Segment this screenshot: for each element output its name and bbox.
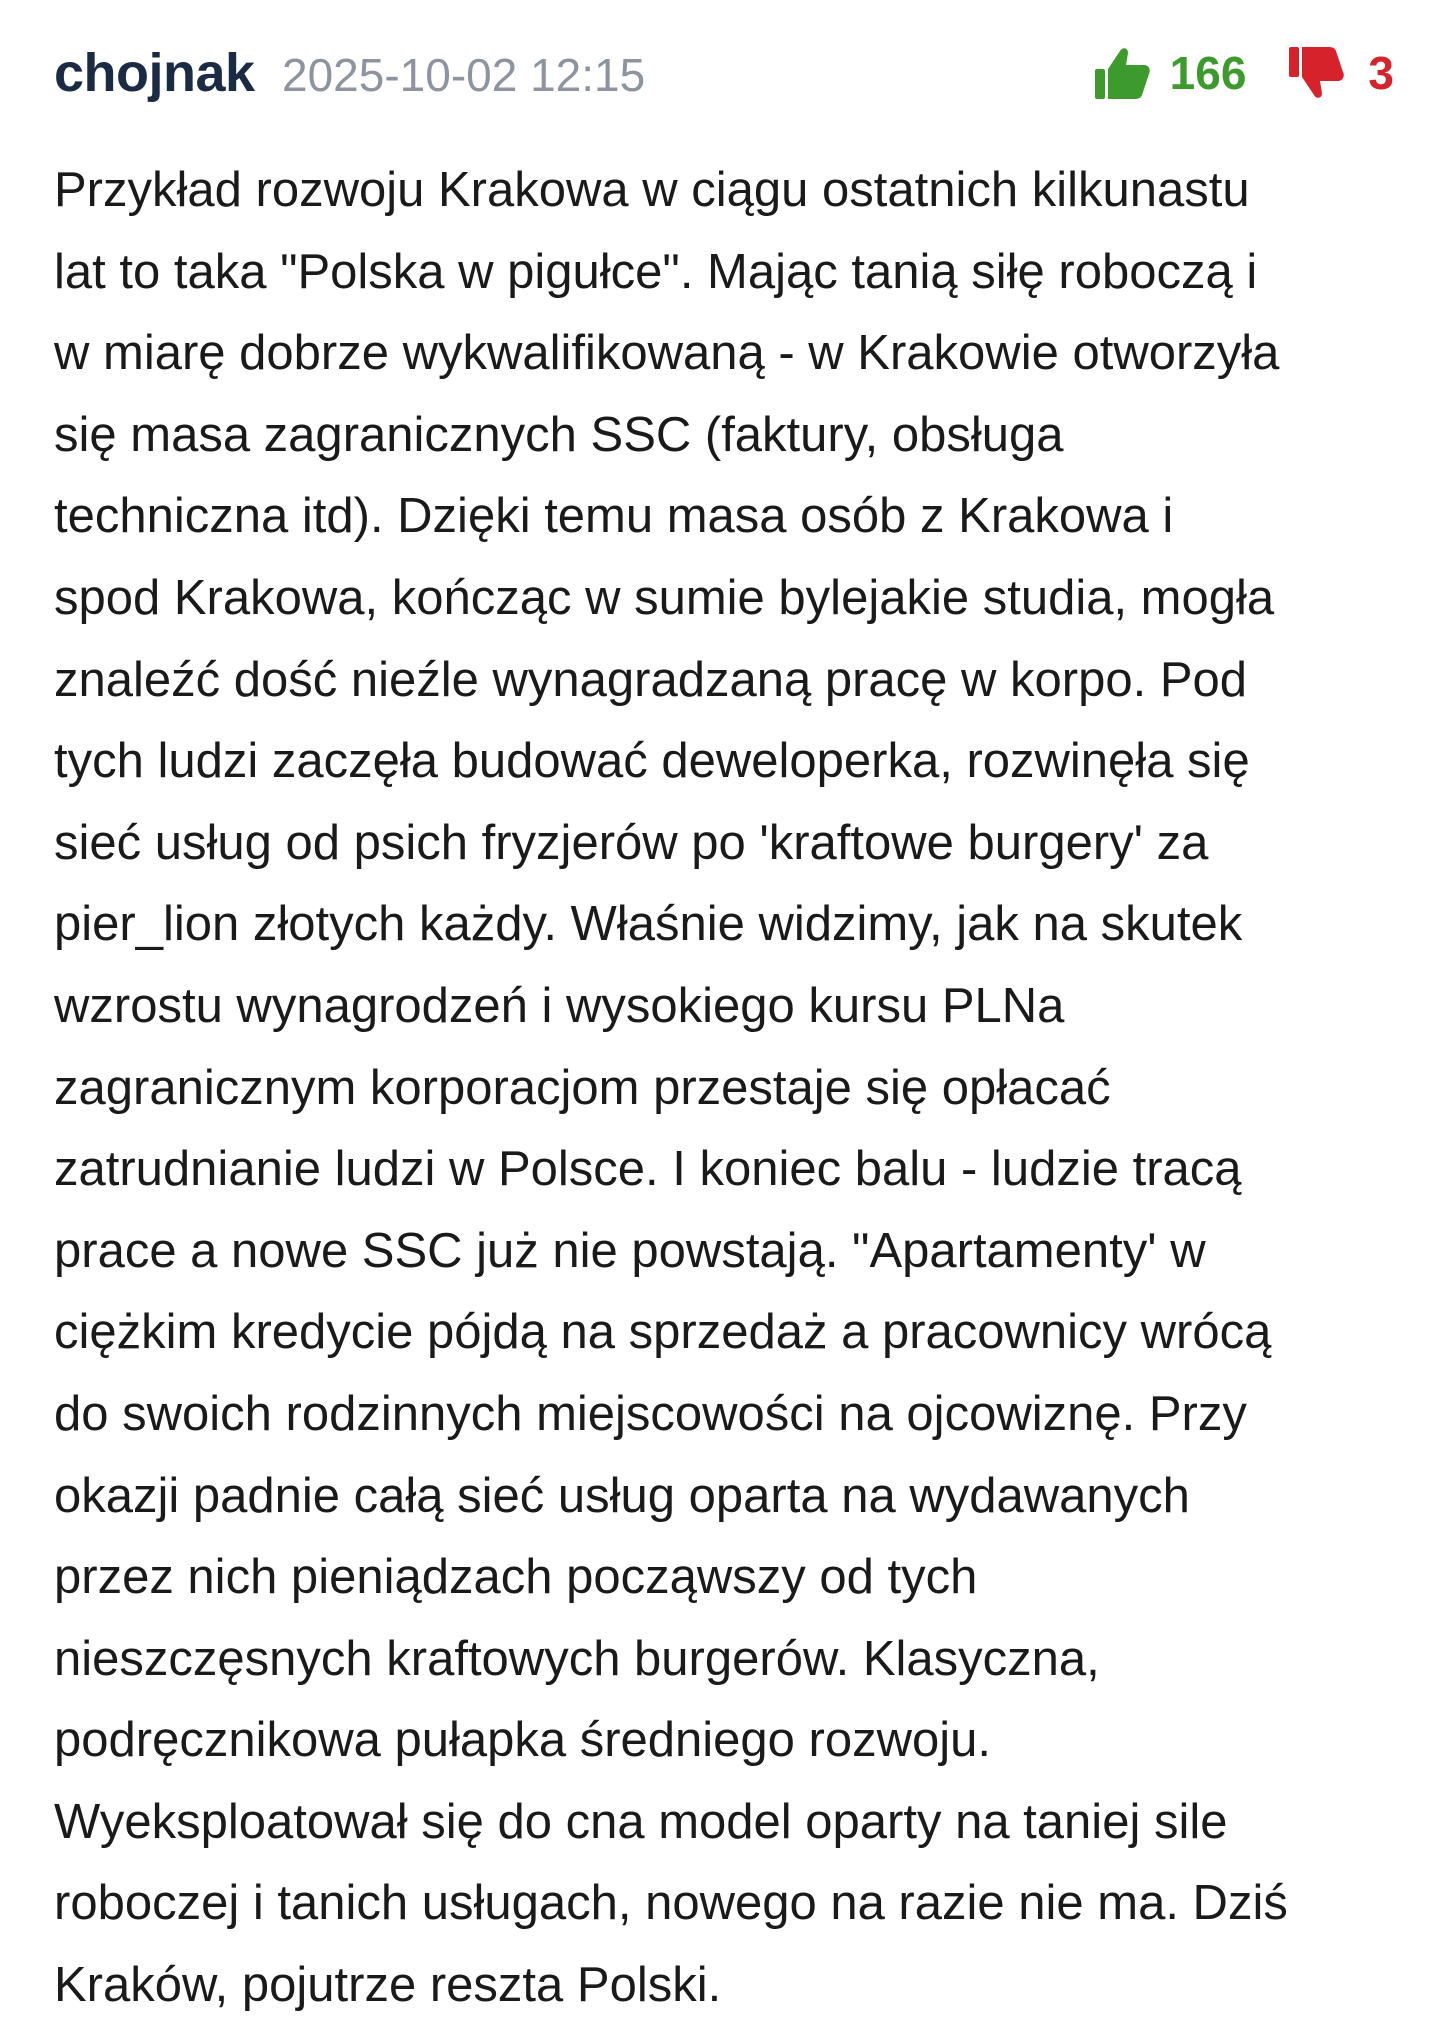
- comment-line: sieć usług od psich fryzjerów po 'kraftowe burgery' za: [54, 815, 1209, 870]
- comment-line: nieszczęsnych kraftowych burgerów. Klasyczna,: [54, 1631, 1100, 1686]
- comment-header: [54, 40, 1394, 106]
- comment-timestamp: 2025-10-02 12:15: [282, 49, 646, 101]
- comment-line: Wyeksploatował się do cna model oparty na taniej sile: [54, 1794, 1228, 1849]
- downvote-count: 3: [1368, 47, 1394, 99]
- comment-line: spod Krakowa, kończąc w sumie bylejakie studia, mogła: [54, 570, 1275, 625]
- comment-line: Kraków, pojutrze reszta Polski.: [54, 1958, 722, 2013]
- comment-line: w miarę dobrze wykwalifikowaną - w Krakowie otworzyła: [54, 326, 1280, 381]
- username-link[interactable]: chojnak: [54, 43, 255, 103]
- comment-line: wzrostu wynagrodzeń i wysokiego kursu PLNa: [54, 978, 1065, 1033]
- comment-line: do swoich rodzinnych miejscowości na ojcowiznę. Przy: [54, 1386, 1247, 1441]
- comment-line: roboczej i tanich usługach, nowego na razie nie ma. Dziś: [54, 1876, 1288, 1931]
- comment-line: zatrudnianie ludzi w Polsce. I koniec balu - ludzie tracą: [54, 1142, 1242, 1197]
- comment-line: tych ludzi zaczęła budować deweloperka, rozwinęła się: [54, 734, 1250, 789]
- comment-line: ciężkim kredycie pójdą na sprzedaż a pracownicy wrócą: [54, 1305, 1272, 1360]
- comment-line: lat to taka "Polska w pigułce". Mając tanią siłę roboczą i: [54, 244, 1258, 299]
- upvote-button[interactable]: [1092, 43, 1287, 103]
- comment-line: techniczna itd). Dzięki temu masa osób z Krakowa i: [54, 489, 1174, 544]
- vote-controls: [1092, 40, 1394, 106]
- thumbs-up-icon: [1092, 43, 1152, 103]
- thumbs-down-icon: [1286, 43, 1346, 103]
- comment-line: okazji padnie całą sieć usług oparta na wydawanych: [54, 1468, 1190, 1523]
- upvote-count: 166: [1169, 47, 1247, 99]
- downvote-button[interactable]: [1286, 43, 1394, 103]
- comment-line: pier_lion złotych każdy. Właśnie widzimy, jak na skutek: [54, 897, 1243, 952]
- comment-line: przez nich pieniądzach począwszy od tych: [54, 1550, 978, 1605]
- comment-line: podręcznikowa pułapka średniego rozwoju.: [54, 1713, 992, 1768]
- comment-line: Przykład rozwoju Krakowa w ciągu ostatnich kilkunastu: [54, 163, 1250, 217]
- comment-line: prace a nowe SSC już nie powstają. "Apartamenty' w: [54, 1223, 1206, 1278]
- comment-line: zagranicznym korporacjom przestaje się opłacać: [54, 1060, 1111, 1115]
- comment-line: się masa zagranicznych SSC (faktury, obsługa: [54, 407, 1064, 462]
- comment-body: [54, 150, 1404, 2027]
- comment-line: znaleźć dość nieźle wynagradzaną pracę w korpo. Pod: [54, 652, 1248, 707]
